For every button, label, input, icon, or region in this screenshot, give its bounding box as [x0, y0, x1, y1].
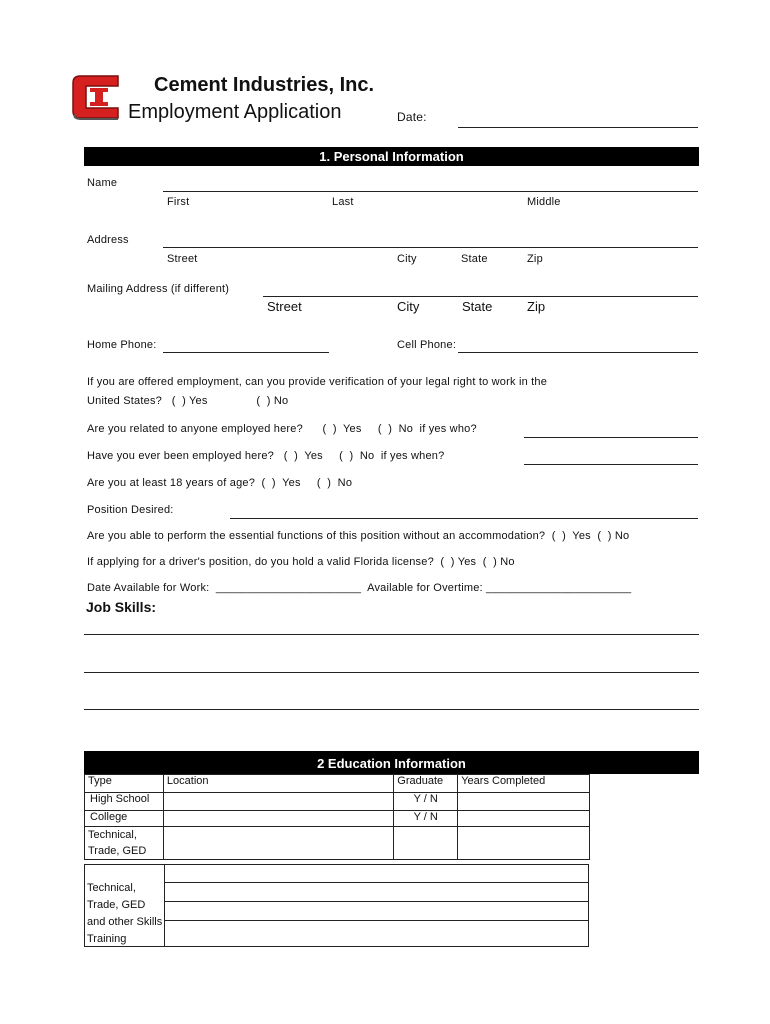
mailing-address-field[interactable] [263, 296, 698, 297]
state-label: State [461, 253, 488, 265]
graduate-cell[interactable] [394, 827, 458, 860]
cell-phone-label: Cell Phone: [397, 339, 457, 351]
table-row [85, 793, 590, 811]
other-training-block [84, 864, 589, 947]
last-label: Last [332, 196, 354, 208]
years-cell[interactable] [458, 827, 590, 860]
form-title: Employment Application [128, 101, 342, 123]
years-cell[interactable] [458, 811, 590, 827]
section-education-title: 2 Education Information [317, 756, 466, 771]
mailing-city-label: City [397, 299, 420, 314]
address-label: Address [87, 234, 129, 246]
job-skills-label: Job Skills: [86, 599, 157, 615]
other-training-line-3[interactable] [164, 920, 588, 921]
graduate-cell[interactable]: Y / N [394, 811, 458, 827]
section-personal-title: 1. Personal Information [319, 149, 464, 164]
cell-phone-field[interactable] [458, 352, 698, 353]
row-type: Technical, Trade, GED [85, 827, 164, 860]
other-training-line-1[interactable] [164, 882, 588, 883]
date-field[interactable] [458, 127, 698, 128]
city-label: City [397, 253, 417, 265]
first-label: First [167, 196, 190, 208]
education-header-row [85, 775, 590, 793]
other-training-divider [164, 865, 165, 947]
name-label: Name [87, 177, 118, 189]
address-field[interactable] [163, 247, 698, 248]
availability-line: Date Available for Work: _______________________ Available for Overtime: _______________________ [87, 582, 632, 594]
graduate-cell[interactable]: Y / N [394, 793, 458, 811]
section-education-header [84, 751, 699, 774]
years-cell[interactable] [458, 793, 590, 811]
position-desired-label: Position Desired: [87, 504, 174, 516]
header-graduate: Graduate [394, 775, 458, 793]
other-training-type: Technical, Trade, GED and other Skills Training [87, 882, 163, 945]
related-question: Are you related to anyone employed here? ( ) Yes ( ) No if yes who? [87, 423, 477, 435]
license-question: If applying for a driver's position, do you hold a valid Florida license? ( ) Yes ( ) No [87, 556, 515, 568]
age-question: Are you at least 18 years of age? ( ) Yes ( ) No [87, 477, 353, 489]
header-location: Location [163, 775, 393, 793]
other-training-line-2[interactable] [164, 901, 588, 902]
row-type: High School [85, 793, 164, 811]
verification-question-line1: If you are offered employment, can you provide verification of your legal right to work in the [87, 376, 548, 388]
zip-label: Zip [527, 253, 543, 265]
employed-question: Have you ever been employed here? ( ) Yes ( ) No if yes when? [87, 450, 445, 462]
name-field[interactable] [163, 191, 698, 192]
mailing-street-label: Street [267, 299, 302, 314]
date-label: Date: [397, 110, 427, 124]
essential-functions-question: Are you able to perform the essential functions of this position without an accommodation? ( ) Yes ( ) No [87, 530, 630, 542]
mailing-state-label: State [462, 299, 493, 314]
employed-when-field[interactable] [524, 464, 698, 465]
mailing-address-label: Mailing Address (if different) [87, 283, 230, 295]
location-cell[interactable] [163, 793, 393, 811]
middle-label: Middle [527, 196, 561, 208]
header-years-completed: Years Completed [458, 775, 590, 793]
company-logo [70, 74, 124, 120]
header-type: Type [85, 775, 164, 793]
job-skills-line-2[interactable] [84, 672, 699, 673]
related-who-field[interactable] [524, 437, 698, 438]
position-desired-field[interactable] [230, 518, 698, 519]
job-skills-line-1[interactable] [84, 634, 699, 635]
table-row [85, 827, 590, 860]
location-cell[interactable] [163, 827, 393, 860]
job-skills-line-3[interactable] [84, 709, 699, 710]
row-type: College [85, 811, 164, 827]
home-phone-label: Home Phone: [87, 339, 157, 351]
verification-question-line2: United States? ( ) Yes ( ) No [87, 395, 289, 407]
education-table [84, 774, 590, 860]
section-personal-header [84, 147, 699, 166]
mailing-zip-label: Zip [527, 299, 546, 314]
company-name: Cement Industries, Inc. [154, 74, 375, 96]
street-label: Street [167, 253, 198, 265]
location-cell[interactable] [163, 811, 393, 827]
home-phone-field[interactable] [163, 352, 329, 353]
table-row [85, 811, 590, 827]
